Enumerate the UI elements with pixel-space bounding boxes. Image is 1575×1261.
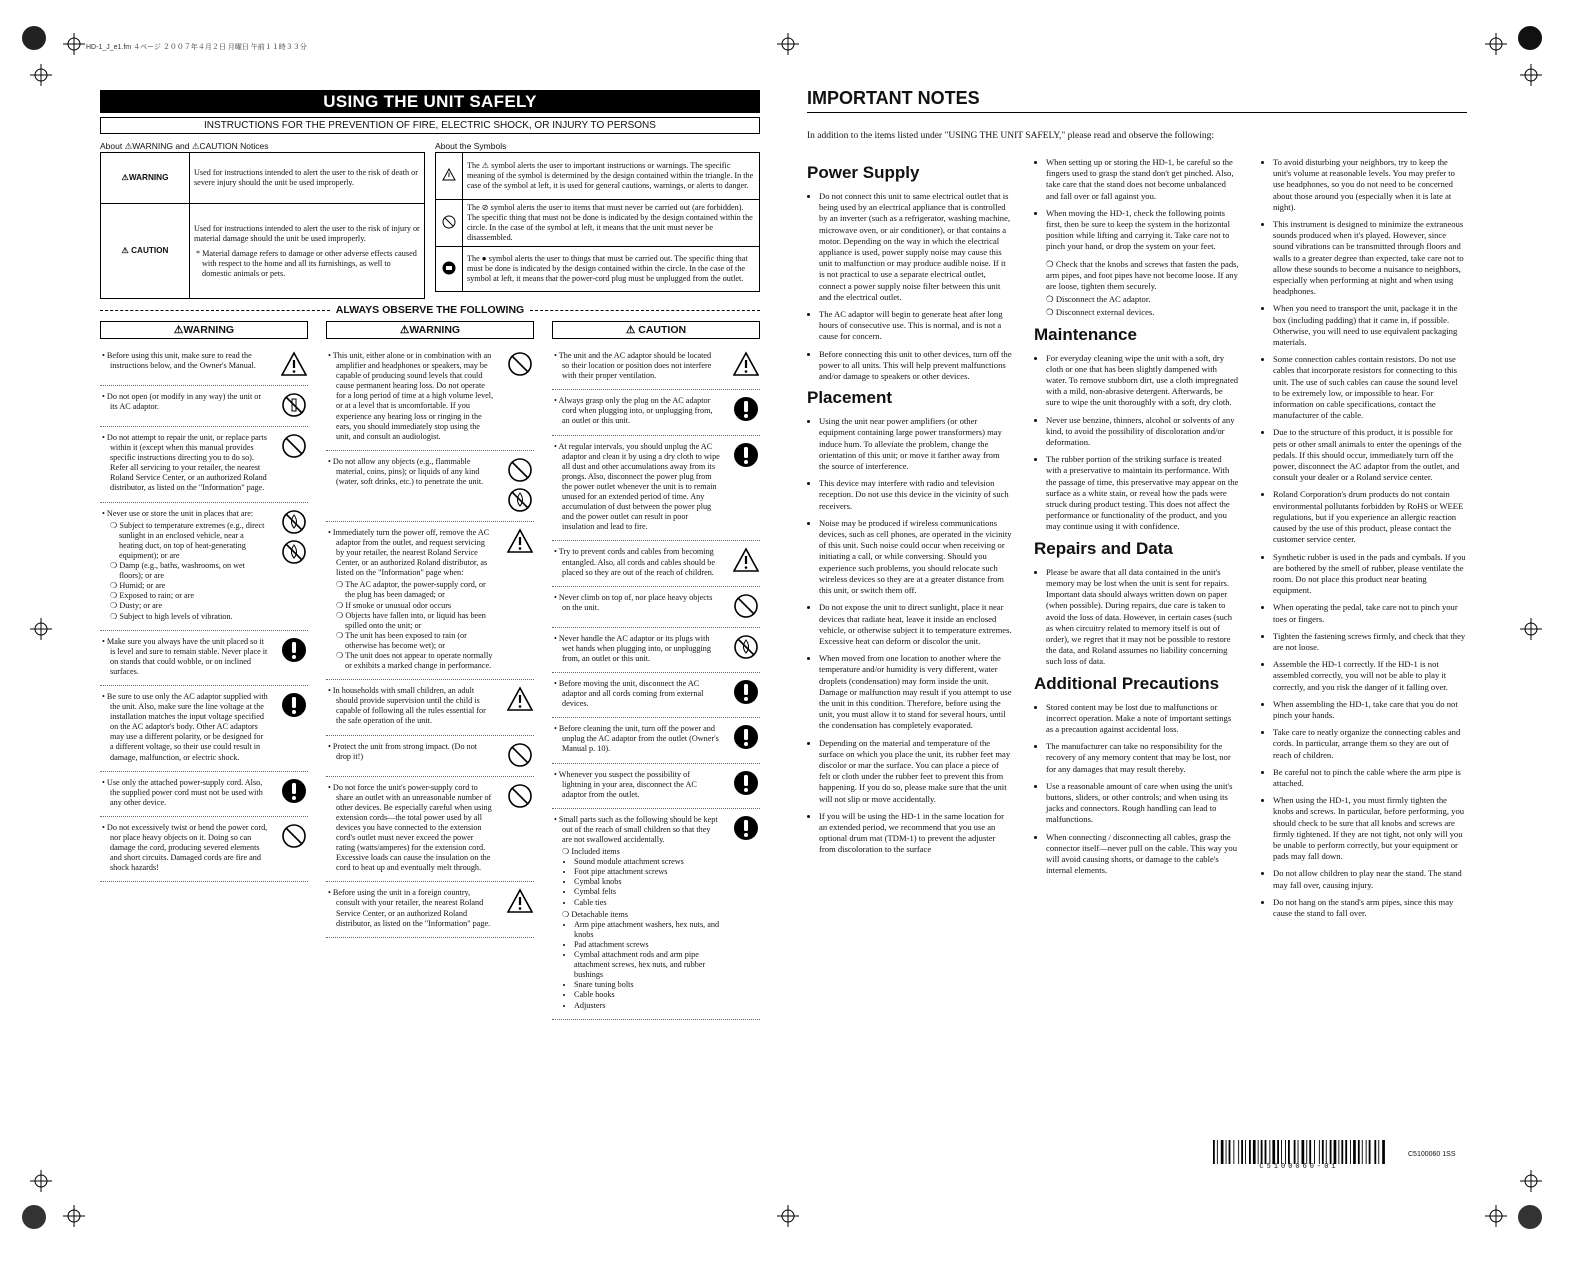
- no-water-icon: [281, 539, 307, 565]
- safety-item: [552, 718, 760, 763]
- note-item: • Stored content may be lost due to malfunctions or incorrect operation. Make a note of important settings as a precaution against accidental loss.: [1046, 702, 1239, 736]
- warning-triangle-icon: [442, 168, 456, 181]
- safety-item-text: [552, 442, 720, 533]
- safety-item-paragraph: • Do not force the unit's power-supply cord to share an outlet with an unreasonable number of other devices. Be especially careful when using extension cords—the total power used by all devices you have connected to the extension cord's outlet must never exceed the power rating (watts/amperes) for the extension cord. Excessive loads can cause the insulation on the cord to heat up and eventually melt through.: [328, 782, 492, 873]
- note-item: • Be careful not to pinch the cable where the arm pipe is attached.: [1273, 767, 1466, 789]
- crosshair-icon: [30, 1170, 52, 1192]
- safety-item-paragraph: • This unit, either alone or in combination with an amplifier and headphones or speakers, may be capable of producing sound levels that could cause permanent hearing loss. Do not operate for a long period of time at a high volume level, or at a level that is uncomfortable. If you experience any hearing loss or ringing in the ears, you should immediately stop using the unit, and consult an audiologist.: [328, 351, 494, 441]
- warning-triangle-icon: [507, 528, 533, 554]
- notices-block: [100, 140, 760, 299]
- column-1-header: ⚠WARNING: [100, 321, 308, 339]
- safety-item-icons: [280, 778, 308, 808]
- safety-subitem: • Cable hooks: [574, 990, 720, 1000]
- safety-item: [326, 777, 534, 883]
- mandatory-icon: [733, 724, 759, 750]
- safety-item-icons: [280, 433, 308, 494]
- safety-item: [552, 809, 760, 1020]
- registration-dot-bottom-left: [22, 1205, 46, 1229]
- crosshair-icon: [1520, 618, 1542, 640]
- safety-item-icons: [732, 815, 760, 1011]
- safety-item-paragraph: • Small parts such as the following should be kept out of the reach of small children so that they are not swallowed accidentally.: [554, 814, 718, 844]
- prohibit-symbol-text: The ⊘ symbol alerts the user to items that must never be carried out (are forbidden). The specific thing that must not be done is indicated by the design contained within the circle. In the case of the symbol at left, it means that the unit must never be disassembled.: [463, 200, 760, 247]
- note-item: • Assemble the HD-1 correctly. If the HD-1 is not assembled correctly, you will not be able to play it correctly, and you risk the danger of it falling over.: [1273, 659, 1466, 693]
- mandatory-icon: [281, 778, 307, 804]
- warning-label: ⚠WARNING: [101, 153, 190, 204]
- safety-item: [552, 587, 760, 628]
- safety-sublist: [562, 847, 720, 857]
- safety-item-text: [326, 351, 494, 442]
- safety-banner: USING THE UNIT SAFELY: [100, 90, 760, 113]
- safety-item: [552, 436, 760, 542]
- safety-subitem: ❍ Subject to high levels of vibration.: [110, 611, 233, 621]
- safety-subbanner: INSTRUCTIONS FOR THE PREVENTION OF FIRE, ELECTRIC SHOCK, OR INJURY TO PERSONS: [100, 117, 760, 134]
- caution-description-cell: [190, 204, 425, 299]
- safety-item-paragraph: • Try to prevent cords and cables from becoming entangled. Also, all cords and cables should be placed so they are out of the reach of children.: [554, 547, 716, 577]
- safety-item-icons: [506, 888, 534, 928]
- important-notes-title: IMPORTANT NOTES: [807, 88, 1467, 113]
- note-item: • When operating the pedal, take care not to pinch your toes or fingers.: [1273, 602, 1466, 624]
- safety-item-icons: [280, 392, 308, 418]
- note-item: • Never use benzine, thinners, alcohol or solvents of any kind, to avoid the possibility of discoloration and/or deformation.: [1046, 415, 1239, 449]
- registration-dot-top-left: [22, 26, 46, 50]
- note-item: • Depending on the material and temperature of the surface on which you place the unit, its rubber feet may discolor or mar the surface. You can place a piece of felt or cloth under the rubber feet to prevent this from happening. If you do so, please make sure that the unit will not slip or move accidentally.: [819, 738, 1012, 805]
- caution-label: ⚠ CAUTION: [101, 204, 190, 299]
- safety-subitem: • Cable ties: [574, 898, 720, 908]
- safety-item-text: [326, 742, 494, 768]
- safety-item-icons: [506, 742, 534, 768]
- safety-subitem: ❍ The AC adaptor, the power-supply cord, or the plug has been damaged; or: [336, 580, 486, 600]
- unplug-icon: [442, 261, 456, 275]
- safety-item: [326, 451, 534, 522]
- safety-item-icons: [280, 351, 308, 377]
- barcode-number: C5100060-01: [1259, 1163, 1339, 1171]
- safety-item-icons: [732, 442, 760, 533]
- warning-triangle-icon: [281, 351, 307, 377]
- safety-item-text: [552, 724, 720, 754]
- column-2-header: ⚠WARNING: [326, 321, 534, 339]
- section-heading: Placement: [807, 388, 893, 408]
- safety-item-text: [326, 457, 494, 513]
- always-observe-heading: ALWAYS OBSERVE THE FOLLOWING: [335, 304, 525, 316]
- note-item: • Do not connect this unit to same electrical outlet that is being used by an electrical appliance that is controlled by an inverter (such as a refrigerator, washing machine, microwave oven, or air conditioner), or that contains a motor. Depending on the way in which the electrical appliance is used, power supply noise may cause this unit to malfunction or may produce audible noise. If it is not practical to use a separate electrical outlet, connect a power supply noise filter between this unit and the electrical outlet.: [819, 191, 1012, 303]
- barcode: [1213, 1140, 1385, 1164]
- safety-sublist: [110, 521, 268, 622]
- safety-subitem: • Arm pipe attachment washers, hex nuts, and knobs: [574, 920, 720, 940]
- safety-item: [100, 772, 308, 817]
- safety-item-text: [552, 351, 720, 381]
- safety-item-text: [552, 634, 720, 664]
- safety-item: [100, 686, 308, 772]
- safety-item-icons: [732, 679, 760, 709]
- note-item: • This instrument is designed to minimize the extraneous sounds produced when it's played. However, since sound vibrations can be transmitted through floors and walls to a greater degree than expected, take care not to allow these sounds to become a nuisance to neighbors, especially when performing at night and when using headphones.: [1273, 219, 1466, 297]
- mandatory-icon: [733, 770, 759, 796]
- note-item: • When using the HD-1, you must firmly tighten the knobs and screws. In particular, before performing, you should check to be sure that all knobs and screws are firmly tightened. If they are not tight, not only will you be unable to perform correctly, but your equipment or pads may fall down.: [1273, 795, 1466, 862]
- safety-item-paragraph: • Be sure to use only the AC adaptor supplied with the unit. Also, make sure the line voltage at the installation matches the input voltage specified on the AC adaptor's body. Other AC adaptors may use a different polarity, or be designed for a different voltage, so their use could result in damage, malfunction, or electric shock.: [102, 691, 268, 762]
- safety-item-icons: [280, 509, 308, 622]
- safety-item-icons: [280, 637, 308, 677]
- prohibited-icon: [733, 593, 759, 619]
- warning-triangle-icon: [733, 351, 759, 377]
- warning-triangle-icon: [507, 888, 533, 914]
- checklist-item: ❍ Disconnect the AC adaptor.: [1046, 294, 1151, 305]
- prohibited-icon: [507, 457, 533, 483]
- safety-item-paragraph: • Do not open (or modify in any way) the unit or its AC adaptor.: [102, 392, 262, 412]
- safety-item-text: [552, 593, 720, 619]
- note-item: • The AC adaptor will begin to generate heat after long hours of consecutive use. This is normal, and is not a cause for concern.: [819, 309, 1012, 343]
- safety-item-paragraph: • In households with small children, an adult should provide supervision until the child is capable of following all the rules essential for the safe operation of the unit.: [328, 686, 486, 726]
- prohibited-icon: [507, 742, 533, 768]
- safety-columns: [100, 321, 760, 1020]
- safety-item: [100, 503, 308, 631]
- note-item: • To avoid disturbing your neighbors, try to keep the unit's volume at reasonable levels. You may prefer to use headphones, so you do not need to be concerned about those around you (especially when it is late at night).: [1273, 157, 1466, 213]
- safety-item: [326, 736, 534, 777]
- safety-item-icons: [506, 528, 534, 671]
- checklist: [1034, 259, 1239, 319]
- safety-item-icons: [506, 457, 534, 513]
- safety-item-paragraph: • Make sure you always have the unit placed so it is level and sure to remain stable. Never place it on stands that could wobble, or on inclined surfaces.: [102, 636, 268, 676]
- safety-item-paragraph: • Before using the unit in a foreign country, consult with your retailer, the nearest Roland Service Center, or an authorized Roland distributor, as listed on the "Information" page.: [328, 888, 491, 928]
- mandatory-icon: [281, 692, 307, 718]
- note-item: • When you need to transport the unit, package it in the box (including padding) that it came in, if possible. Otherwise, you will need to use equivalent packaging materials.: [1273, 303, 1466, 348]
- note-item: • Noise may be produced if wireless communications devices, such as cell phones, are operated in the vicinity of this unit. Such noise could occur when receiving or initiating a call, or while conversing. Should you experience such problems, you should relocate such wireless devices so they are at a greater distance from this unit, or switch them off.: [819, 518, 1012, 596]
- safety-item-paragraph: • Protect the unit from strong impact. (Do not drop it!): [328, 741, 478, 761]
- safety-item-text: [100, 823, 268, 873]
- notices-table-wrap: [100, 140, 425, 299]
- safety-sublist: [574, 857, 720, 907]
- safety-item-paragraph: • At regular intervals, you should unplug the AC adaptor and clean it by using a dry cloth to wipe all dust and other accumulations away from its prongs. Also, disconnect the power plug from the power outlet whenever the unit is to remain unused for an extended period of time. Any accumulation of dust between the power plug and the power outlet can result in poor insulation and lead to fire.: [554, 441, 720, 532]
- safety-item-text: [326, 528, 494, 671]
- warning-description: Used for instructions intended to alert the user to the risk of death or severe injury should the unit be used improperly.: [190, 153, 425, 204]
- important-notes-intro: In addition to the items listed under "USING THE UNIT SAFELY," please read and observe the following:: [807, 131, 1215, 141]
- safety-item-icons: [732, 351, 760, 381]
- column-3-header: ⚠ CAUTION: [552, 321, 760, 339]
- safety-item-text: [100, 778, 268, 808]
- registration-dot-top-right: [1518, 26, 1542, 50]
- safety-subitem: • Snare tuning bolts: [574, 980, 720, 990]
- must-symbol-cell: [436, 247, 463, 292]
- section-heading: Maintenance: [1034, 324, 1137, 344]
- crosshair-icon: [777, 1205, 799, 1227]
- symbols-table-wrap: [435, 140, 760, 299]
- note-item: • The manufacturer can take no responsibility for the recovery of any memory content that may be lost, nor for any damages that may result thereby.: [1046, 741, 1239, 775]
- triangle-symbol-text: The ⚠ symbol alerts the user to important instructions or warnings. The specific meaning of the symbol is determined by the design contained within the triangle. In the case of the symbol at left, it is used for general cautions, warnings, or alerts to danger.: [463, 153, 760, 200]
- safety-item: [100, 427, 308, 503]
- notes-list: [1261, 157, 1466, 919]
- safety-item: [552, 541, 760, 586]
- note-item: • Using the unit near power amplifiers (or other equipment containing large power transformers) may induce hum. To alleviate the problem, change the orientation of this unit; or move it farther away from the source of interference.: [819, 416, 1012, 472]
- mandatory-icon: [733, 442, 759, 468]
- safety-item-text: [552, 679, 720, 709]
- notes-list: [1034, 702, 1239, 877]
- safety-item-text: [326, 888, 494, 928]
- safety-subitem: ❍ Damp (e.g., baths, washrooms, on wet floors); or are: [110, 561, 245, 581]
- mandatory-icon: [281, 637, 307, 663]
- crosshair-icon: [1485, 33, 1507, 55]
- safety-item-paragraph: • Never climb on top of, nor place heavy objects on the unit.: [554, 592, 713, 612]
- note-item: • This device may interfere with radio and television reception. Do not use this device in the vicinity of such receivers.: [819, 478, 1012, 512]
- safety-subitem: ❍ Included items: [562, 847, 620, 857]
- safety-item-paragraph: • Use only the attached power-supply cord. Also, the supplied power cord must not be used with any other device.: [102, 777, 263, 807]
- safety-subitem: • Pad attachment screws: [574, 940, 720, 950]
- safety-sublist: [336, 580, 494, 671]
- notes-list: [1034, 567, 1239, 668]
- safety-subitem: • Cymbal felts: [574, 887, 720, 897]
- safety-item-text: [326, 783, 494, 874]
- safety-subitem: ❍ The unit does not appear to operate normally or exhibits a marked change in performance.: [336, 650, 493, 671]
- note-item: • Some connection cables contain resistors. Do not use cables that incorporate resistors for connecting to this unit. The use of such cables can cause the sound level to be extremely low, or impossible to hear. For information on cable specifications, contact the manufacturer of the cable.: [1273, 354, 1466, 421]
- prohibited-icon: [507, 351, 533, 377]
- notes-column-3: [1261, 157, 1466, 925]
- prohibited-icon: [507, 783, 533, 809]
- safety-item: [552, 345, 760, 390]
- note-item: • When moving the HD-1, check the following points first, then be sure to keep the system in the horizontal position while lifting and carrying it. Take care not to pinch your hand, or drop the system on your feet.: [1046, 208, 1239, 253]
- warning-triangle-icon: [733, 547, 759, 573]
- notes-list: [1034, 353, 1239, 533]
- safety-subitem: • Adjusters: [574, 1001, 720, 1011]
- safety-item-paragraph: • Do not attempt to repair the unit, or replace parts within it (except when this manual provides specific instructions directing you to do so). Refer all servicing to your retailer, the nearest Roland Service Center, or an authorized Roland distributor, as listed on the "Information" page.: [102, 433, 267, 493]
- safety-item-paragraph: • Before moving the unit, disconnect the AC adaptor and all cords coming from external devices.: [554, 678, 704, 709]
- crosshair-icon: [30, 618, 52, 640]
- safety-item-paragraph: • Immediately turn the power off, remove the AC adaptor from the outlet, and request servicing by your retailer, the nearest Roland Service Center, or an authorized Roland distributor, as listed on the "Information" page when:: [328, 527, 490, 578]
- safety-column-1: [100, 321, 308, 1020]
- crop-header: HD-1_J_e1.fm ４ページ ２００７年４月２日 月曜日 午前１１時３３分: [86, 44, 307, 51]
- note-item: • Do not expose the unit to direct sunlight, place it near devices that radiate heat, leave it inside an enclosed vehicle, or otherwise subject it to temperature extremes. Excessive heat can deform or discolor the unit.: [819, 602, 1012, 647]
- caution-description: Used for instructions intended to alert the user to the risk of injury or material damage should the unit be used improperly.: [194, 223, 420, 243]
- about-symbols-heading: About the Symbols: [435, 141, 507, 151]
- safety-subitem: ❍ Humid; or are: [110, 581, 166, 591]
- safety-item-text: [100, 433, 268, 494]
- registration-dot-bottom-right: [1518, 1205, 1542, 1229]
- checklist-item: ❍ Disconnect external devices.: [1046, 307, 1155, 318]
- no-water-icon: [281, 509, 307, 535]
- mandatory-icon: [733, 396, 759, 422]
- crosshair-icon: [63, 1205, 85, 1227]
- checklist-item: ❍ Check that the knobs and screws that fasten the pads, arm pipes, and foot pipes have not become loose. If any are loose, tighten them securely.: [1046, 258, 1239, 292]
- safety-item-icons: [280, 823, 308, 873]
- crosshair-icon: [777, 33, 799, 55]
- notes-list: [807, 416, 1012, 855]
- prohibit-symbol-cell: [436, 200, 463, 247]
- safety-item: [552, 390, 760, 435]
- safety-item: [326, 882, 534, 937]
- symbols-table: [435, 152, 760, 292]
- section-heading: Additional Precautions: [1034, 673, 1220, 693]
- safety-item-paragraph: • Before using this unit, make sure to read the instructions below, and the Owner's Manual.: [102, 351, 256, 371]
- mandatory-icon: [733, 679, 759, 705]
- safety-item-text: [552, 547, 720, 577]
- section-heading: Power Supply: [807, 163, 920, 182]
- safety-column-2: [326, 321, 534, 1020]
- crosshair-icon: [30, 64, 52, 86]
- safety-subitem: • Cymbal attachment rods and arm pipe attachment screws, hex nuts, and rubber bushings: [574, 950, 720, 980]
- note-item: • If you will be using the HD-1 in the same location for an extended period, we recommend that you use an optional drum mat (TDM-1) to prevent the adjuster from discoloration to the surface: [819, 811, 1012, 856]
- safety-subitem: • Cymbal knobs: [574, 877, 720, 887]
- safety-item-paragraph: • Whenever you suspect the possibility of lightning in your area, disconnect the AC adaptor from the outlet.: [554, 769, 697, 799]
- notices-table: [100, 152, 425, 299]
- safety-item-text: [100, 392, 268, 418]
- notes-column-2: [1034, 157, 1239, 925]
- safety-item-paragraph: • Do not allow any objects (e.g., flammable material, coins, pins); or liquids of any kind (water, soft drinks, etc.) to penetrate the unit.: [328, 456, 484, 487]
- safety-item-paragraph: • Before cleaning the unit, turn off the power and unplug the AC adaptor from the outlet (Owner's Manual p. 10).: [554, 724, 719, 754]
- safety-item: [326, 680, 534, 735]
- no-disassemble-icon: [281, 392, 307, 418]
- no-water-icon: [733, 634, 759, 660]
- safety-item-paragraph: • Never handle the AC adaptor or its plugs with wet hands when plugging into, or unplugging from, an outlet or this unit.: [554, 633, 711, 663]
- safety-subitem: ❍ If smoke or unusual odor occurs: [336, 600, 452, 610]
- crosshair-icon: [1485, 1205, 1507, 1227]
- safety-item-text: [100, 351, 268, 377]
- important-notes-section: [807, 88, 1467, 925]
- always-observe-rule: [100, 304, 760, 316]
- note-item: • When moved from one location to another where the temperature and/or humidity is very different, water droplets (condensation) may form inside the unit. Damage or malfunction may result if you attempt to use the unit in this condition. Therefore, before using the unit, you must allow it to stand for several hours, until the condensation has completely evaporated.: [819, 653, 1012, 731]
- safety-item-text: [552, 770, 720, 800]
- safety-subitem: ❍ Exposed to rain; or are: [110, 591, 194, 601]
- mandatory-icon: [733, 815, 759, 841]
- crosshair-icon: [63, 33, 85, 55]
- column-1-items: [100, 345, 308, 882]
- safety-item-paragraph: • Do not excessively twist or bend the power cord, nor place heavy objects on it. Doing so can damage the cord, producing severed elements and short circuits. Damaged cords are fire and shock hazards!: [102, 822, 268, 873]
- note-item: • Roland Corporation's drum products do not contain environmental pollutants forbidden by RoHS or WEEE regulations, but if you experience an allergic reaction caused by the use of this product, please contact the customer service center.: [1273, 489, 1466, 545]
- triangle-symbol-cell: [436, 153, 463, 200]
- product-code: C5100060 1SS: [1408, 1151, 1456, 1158]
- note-item: • When assembling the HD-1, take care that you do not pinch your hands.: [1273, 699, 1466, 721]
- safety-item-paragraph: • Always grasp only the plug on the AC adaptor cord when plugging into, or unplugging from, an outlet or this unit.: [554, 396, 713, 426]
- safety-column-3: [552, 321, 760, 1020]
- safety-item: [100, 631, 308, 686]
- note-item: • Do not allow children to play near the stand. The stand may fall over, causing injury.: [1273, 868, 1466, 890]
- note-item: • Take care to neatly organize the connecting cables and cords. In particular, arrange them so they are out of reach of children.: [1273, 727, 1466, 761]
- safety-item-icons: [506, 686, 534, 726]
- safety-item: [326, 345, 534, 451]
- safety-subitem: • Sound module attachment screws: [574, 857, 720, 867]
- note-item: • Use a reasonable amount of care when using the unit's buttons, sliders, or other controls; and when using its jacks and connectors. Rough handling can lead to malfunctions.: [1046, 781, 1239, 826]
- safety-item-text: [100, 509, 268, 622]
- note-item: • Due to the structure of this product, it is possible for pets or other small animals to enter the openings of the pedals. If this should occur, immediately turn off the power, disconnect the AC adaptor from the outlet, and consult your dealer or a Roland service center.: [1273, 427, 1466, 483]
- note-item: • Before connecting this unit to other devices, turn off the power to all units. This will help prevent malfunctions and/or damage to speakers or other devices.: [819, 349, 1012, 383]
- safety-item-text: [552, 815, 720, 1011]
- safety-subitem: • Foot pipe attachment screws: [574, 867, 720, 877]
- safety-section: [100, 90, 760, 1020]
- safety-item-text: [326, 686, 494, 726]
- notes-list: [807, 191, 1012, 382]
- prohibited-icon: [281, 433, 307, 459]
- note-item: • Tighten the fastening screws firmly, and check that they are not loose.: [1273, 631, 1466, 653]
- column-2-items: [326, 345, 534, 938]
- note-item: • Synthetic rubber is used in the pads and cymbals. If you are bothered by the smell of rubber, please ventilate the room. Do not place this product near heating equipment.: [1273, 552, 1466, 597]
- caution-note: * Material damage refers to damage or other adverse effects caused with respect to the home and all its furnishings, as well to domestic animals or pets.: [196, 248, 417, 278]
- crosshair-icon: [1520, 1170, 1542, 1192]
- notes-column-1: [807, 157, 1012, 925]
- safety-item: [100, 386, 308, 427]
- safety-subitem: ❍ Detachable items: [562, 909, 628, 919]
- safety-item-icons: [732, 593, 760, 619]
- note-item: • When setting up or storing the HD-1, be careful so the fingers used to grasp the stand don't get pinched. Also, take care that the stand does not become unbalanced and fall over or fall against you.: [1046, 157, 1239, 202]
- safety-item-icons: [732, 724, 760, 754]
- safety-item-text: [100, 637, 268, 677]
- safety-item-text: [100, 692, 268, 763]
- safety-item-icons: [506, 351, 534, 442]
- note-item: • Do not hang on the stand's arm pipes, since this may cause the stand to fall over.: [1273, 897, 1466, 919]
- safety-item: [326, 522, 534, 680]
- warning-triangle-icon: [507, 686, 533, 712]
- safety-item: [552, 764, 760, 809]
- safety-item-icons: [732, 547, 760, 577]
- crosshair-icon: [1520, 64, 1542, 86]
- safety-sublist: [562, 910, 720, 920]
- safety-item-icons: [732, 396, 760, 426]
- safety-item-icons: [732, 770, 760, 800]
- must-symbol-text: The ● symbol alerts the user to things that must be carried out. The specific thing that must be done is indicated by the design contained within the circle. In the case of the symbol at left, it means that the power-cord plug must be unplugged from the outlet.: [463, 247, 760, 292]
- safety-item-icons: [732, 634, 760, 664]
- safety-subitem: ❍ The unit has been exposed to rain (or otherwise has become wet); or: [336, 630, 467, 650]
- safety-sublist: [574, 920, 720, 1011]
- note-item: • When connecting / disconnecting all cables, grasp the connector itself—never pull on the cable. This way you will avoid causing shorts, or damage to the cable's internal elements.: [1046, 832, 1239, 877]
- about-notices-heading: About ⚠WARNING and ⚠CAUTION Notices: [100, 141, 269, 151]
- safety-item-text: [552, 396, 720, 426]
- safety-subitem: ❍ Objects have fallen into, or liquid has been spilled onto the unit; or: [336, 610, 486, 630]
- safety-item-paragraph: • The unit and the AC adaptor should be located so their location or position does not interfere with their proper ventilation.: [554, 351, 712, 381]
- notes-columns: [807, 157, 1467, 925]
- safety-item-paragraph: • Never use or store the unit in places that are:: [102, 508, 254, 518]
- safety-item-icons: [280, 692, 308, 763]
- no-disassemble-icon: [442, 215, 456, 229]
- safety-item: [100, 817, 308, 882]
- note-item: • Please be aware that all data contained in the unit's memory may be lost when the unit is sent for repairs. Important data should always written down on paper (when possible). During repairs, due care is taken to avoid the loss of data. However, in certain cases (such as when circuitry related to memory itself is out of order), we regret that it may not be possible to restore the data, and Roland assumes no liability concerning such loss of data.: [1046, 567, 1239, 668]
- no-water-icon: [507, 487, 533, 513]
- safety-item: [552, 673, 760, 718]
- safety-subitem: ❍ Subject to temperature extremes (e.g., direct sunlight in an enclosed vehicle, near a heating duct, on top of heat-generating equipment); or are: [110, 520, 265, 560]
- safety-item-icons: [506, 783, 534, 874]
- column-3-items: [552, 345, 760, 1020]
- notes-list: [1034, 157, 1239, 253]
- note-item: • For everyday cleaning wipe the unit with a soft, dry cloth or one that has been slightly dampened with water. To remove stubborn dirt, use a cloth impregnated with a mild, non-abrasive detergent. Afterwards, be sure to wipe the unit thoroughly with a soft, dry cloth.: [1046, 353, 1239, 409]
- safety-item: [100, 345, 308, 386]
- safety-subitem: ❍ Dusty; or are: [110, 601, 163, 611]
- prohibited-icon: [281, 823, 307, 849]
- section-heading: Repairs and Data: [1034, 538, 1173, 558]
- safety-item: [552, 628, 760, 673]
- note-item: • The rubber portion of the striking surface is treated with a preservative to maintain its performance. With the passage of time, this preservative may appear on the surface as a white stain, or reveal how the pads were struck during product testing. This does not affect the performance or functionality of the product, and you may continue using it with confidence.: [1046, 454, 1239, 532]
